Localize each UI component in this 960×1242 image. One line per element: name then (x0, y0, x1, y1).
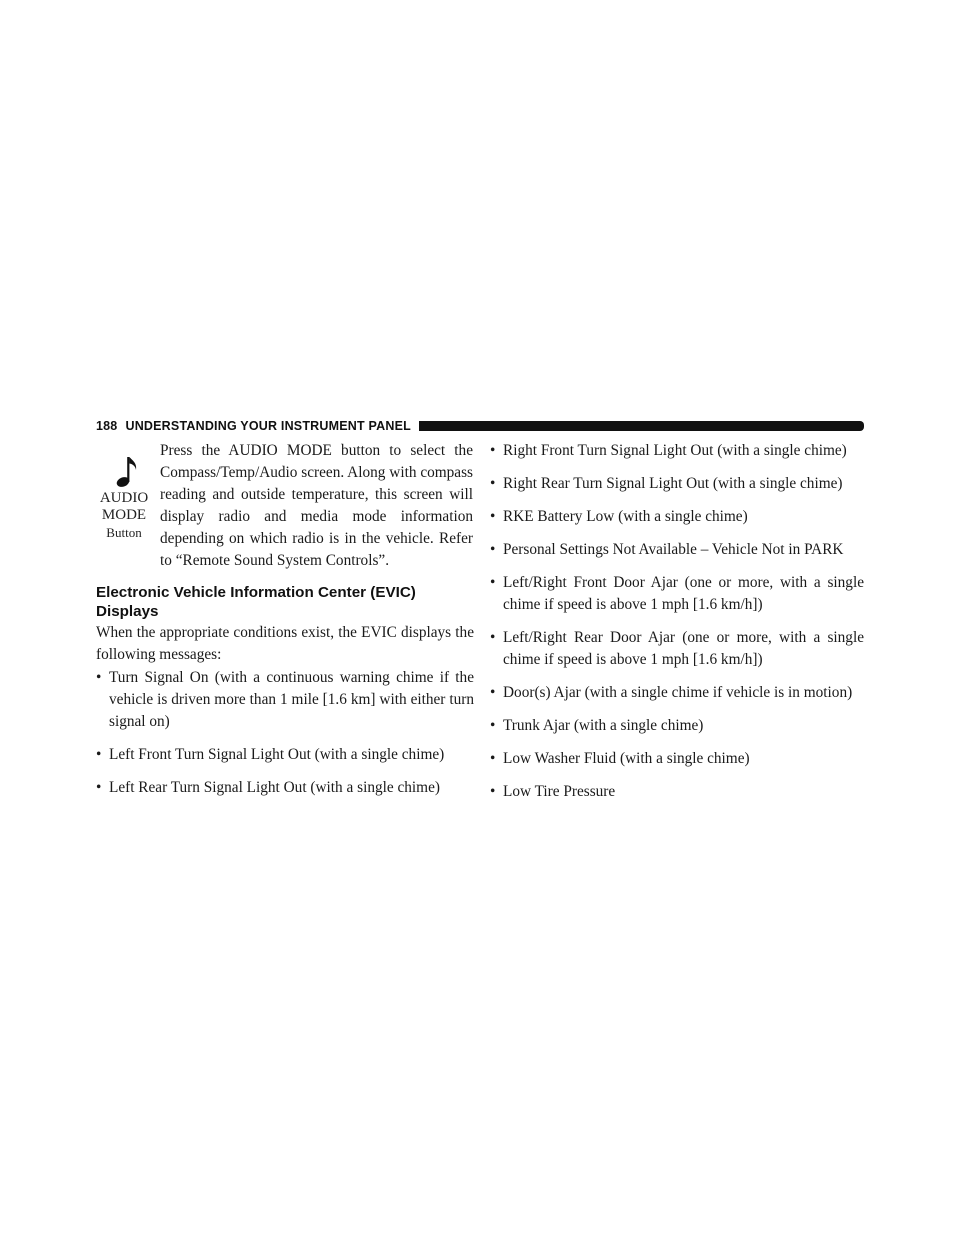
message-list-left (96, 667, 474, 810)
page-number: 188 (96, 419, 118, 433)
bullet: • (490, 574, 496, 591)
lead-paragraph: When the appropriate conditions exist, the EVIC displays the following messages: (96, 624, 474, 663)
list-item (490, 572, 864, 616)
list-item-text: Low Washer Fluid (with a single chime) (503, 750, 750, 767)
list-item (96, 777, 474, 799)
list-item (96, 667, 474, 733)
list-item (490, 473, 864, 495)
music-note-icon (112, 450, 142, 490)
icon-label-line3: Button (106, 525, 142, 540)
list-item-text: Turn Signal On (with a continuous warning chime if the vehicle is driven more than 1 mile [1.6 km] with either turn signal on) (109, 669, 474, 730)
bullet: • (490, 442, 496, 459)
bullet: • (96, 779, 102, 796)
list-item (96, 744, 474, 766)
audio-mode-description: Press the AUDIO MODE button to select the Compass/Temp/Audio screen. Along with compass reading and outside temperature, this screen will display radio and media mode information depending on which radio is in the vehicle. Refer to “Remote Sound System Controls”. (160, 442, 473, 569)
list-item-text: Left Rear Turn Signal Light Out (with a single chime) (109, 779, 440, 796)
list-item-text: Personal Settings Not Available – Vehicle Not in PARK (503, 541, 844, 558)
list-item-text: Left/Right Rear Door Ajar (one or more, with a single chime if speed is above 1 mph [1.6 km/h]) (503, 629, 864, 668)
list-item (490, 781, 864, 803)
section-heading: UNDERSTANDING YOUR INSTRUMENT PANEL (125, 419, 411, 433)
message-list-right (490, 440, 864, 814)
list-item (490, 682, 864, 704)
bullet: • (490, 684, 496, 701)
bullet: • (490, 508, 496, 525)
list-item-text: Right Front Turn Signal Light Out (with a single chime) (503, 442, 847, 459)
bullet: • (490, 717, 496, 734)
list-item-text: Trunk Ajar (with a single chime) (503, 717, 704, 734)
bullet: • (96, 669, 102, 686)
audio-mode-icon-block (96, 450, 154, 541)
icon-label-line1: AUDIO (99, 490, 149, 506)
list-item-text: RKE Battery Low (with a single chime) (503, 508, 748, 525)
page-header (96, 417, 864, 435)
list-item-text: Right Rear Turn Signal Light Out (with a single chime) (503, 475, 843, 492)
bullet: • (490, 475, 496, 492)
bullet: • (490, 750, 496, 767)
list-item (490, 506, 864, 528)
list-item-text: Door(s) Ajar (with a single chime if vehicle is in motion) (503, 684, 853, 701)
list-item-text: Low Tire Pressure (503, 783, 616, 800)
list-item (490, 748, 864, 770)
bullet: • (96, 746, 102, 763)
bullet: • (490, 541, 496, 558)
header-rule (419, 421, 864, 431)
list-item-text: Left/Right Front Door Ajar (one or more, with a single chime if speed is above 1 mph [1.6 km/h]) (503, 574, 864, 613)
list-item (490, 440, 864, 462)
audio-mode-label (92, 490, 156, 541)
bullet: • (490, 629, 496, 646)
icon-label-line2: MODE (101, 507, 147, 523)
section-title: Electronic Vehicle Information Center (EVIC) Displays (96, 584, 416, 620)
list-item (490, 627, 864, 671)
bullet: • (490, 783, 496, 800)
list-item (490, 539, 864, 561)
list-item (490, 715, 864, 737)
list-item-text: Left Front Turn Signal Light Out (with a single chime) (109, 746, 445, 763)
